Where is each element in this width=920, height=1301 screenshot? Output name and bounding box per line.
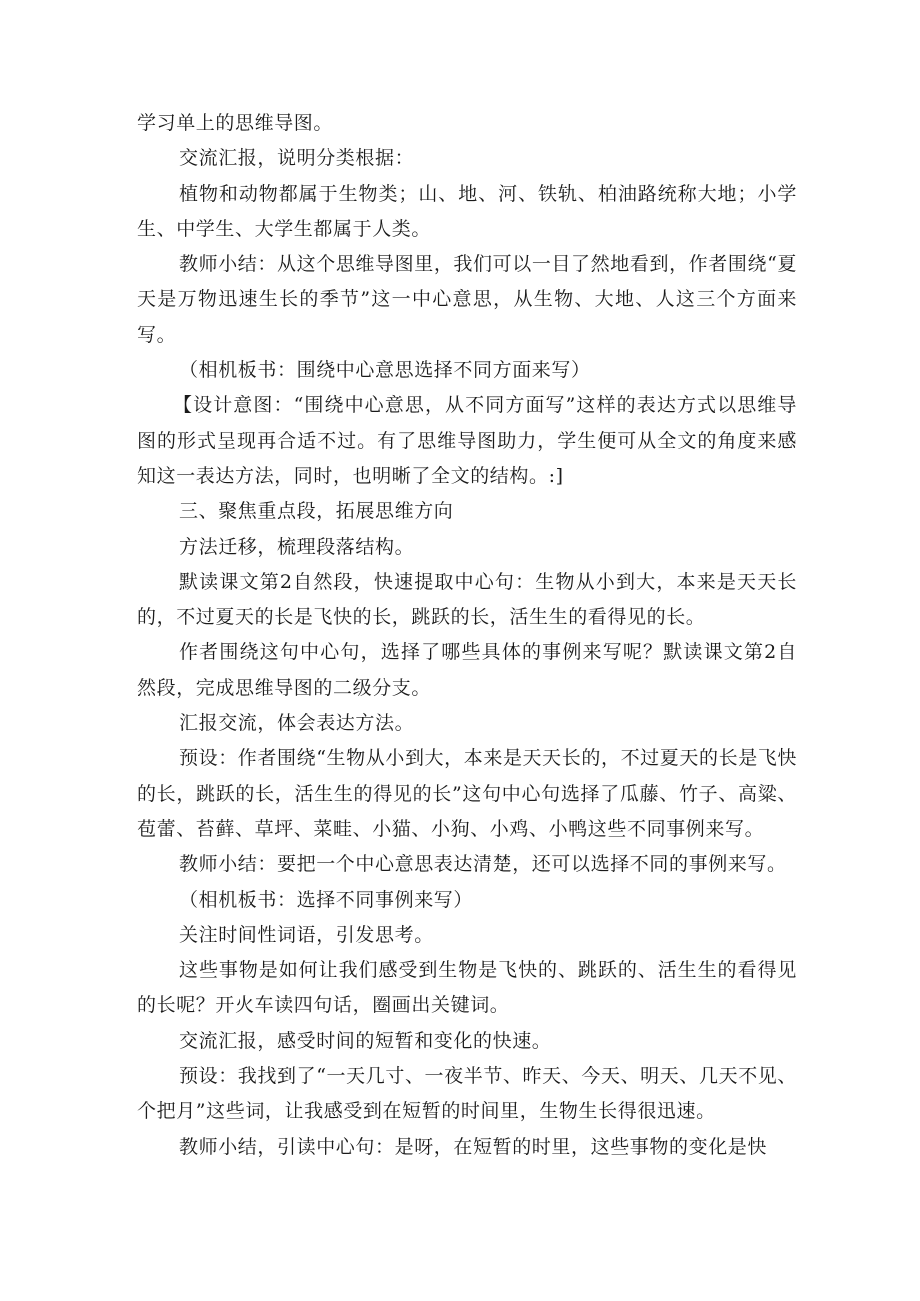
paragraph: （相机板书：选择不同事例来写） [179, 888, 474, 911]
paragraph: 学习单上的思维导图。 [137, 112, 334, 134]
paragraph: 预设：我找到了“一天几寸、一夜半节、昨天、今天、明天、几天不见、个把月”这些词，让我感受到在短暂的时间里，生物生长得很迅速。 [137, 1065, 797, 1123]
paragraph: 关注时间性词语，引发思考。 [179, 923, 434, 946]
paragraph: 植物和动物都属于生物类；山、地、河、铁轨、柏油路统称大地；小学生、中学生、大学生都属于人类。 [137, 182, 797, 240]
section-heading: 三、聚焦重点段，拓展思维方向 [179, 500, 454, 523]
paragraph: 交流汇报，说明分类根据： [179, 147, 415, 170]
paragraph: 这些事物是如何让我们感受到生物是飞快的、跳跃的、活生生的看得见的长呢？开火车读四句话，圈画出关键词。 [137, 959, 797, 1017]
paragraph: 作者围绕这句中心句，选择了哪些具体的事例来写呢？默读课文第2自然段，完成思维导图的二级分支。 [137, 641, 797, 699]
paragraph: 教师小结：从这个思维导图里，我们可以一目了然地看到，作者围绕“夏天是万物迅速生长的季节”这一中心意思，从生物、大地、人这三个方面来写。 [137, 253, 797, 346]
paragraph: 默读课文第2自然段，快速提取中心句：生物从小到大，本来是天天长的，不过夏天的长是飞快的长，跳跃的长，活生生的看得见的长。 [137, 570, 797, 629]
document-body [137, 106, 797, 1165]
paragraph: 汇报交流，体会表达方法。 [179, 712, 415, 735]
paragraph: 交流汇报，感受时间的短暂和变化的快速。 [179, 1029, 552, 1052]
paragraph: 教师小结，引读中心句：是呀，在短暂的时里，这些事物的变化是快 [179, 1135, 768, 1158]
paragraph: 【设计意图：“围绕中心意思，从不同方面写”这样的表达方式以思维导图的形式呈现再合适不过。有了思维导图助力，学生便可从全文的角度来感知这一表达方法，同时，也明晰了全文的结构。:] [137, 394, 797, 487]
paragraph: 预设：作者围绕“生物从小到大，本来是天天长的，不过夏天的长是飞快的长，跳跃的长，活生生的得见的长”这句中心句选择了瓜藤、竹子、高粱、苞蕾、苔藓、草坪、菜畦、小猫、小狗、小鸡、小鸭这些不同事例来写。 [137, 747, 797, 840]
paragraph: 方法迁移，梳理段落结构。 [179, 535, 415, 558]
paragraph: 教师小结：要把一个中心意思表达清楚，还可以选择不同的事例来写。 [179, 853, 787, 876]
paragraph: （相机板书：围绕中心意思选择不同方面来写） [179, 359, 591, 382]
